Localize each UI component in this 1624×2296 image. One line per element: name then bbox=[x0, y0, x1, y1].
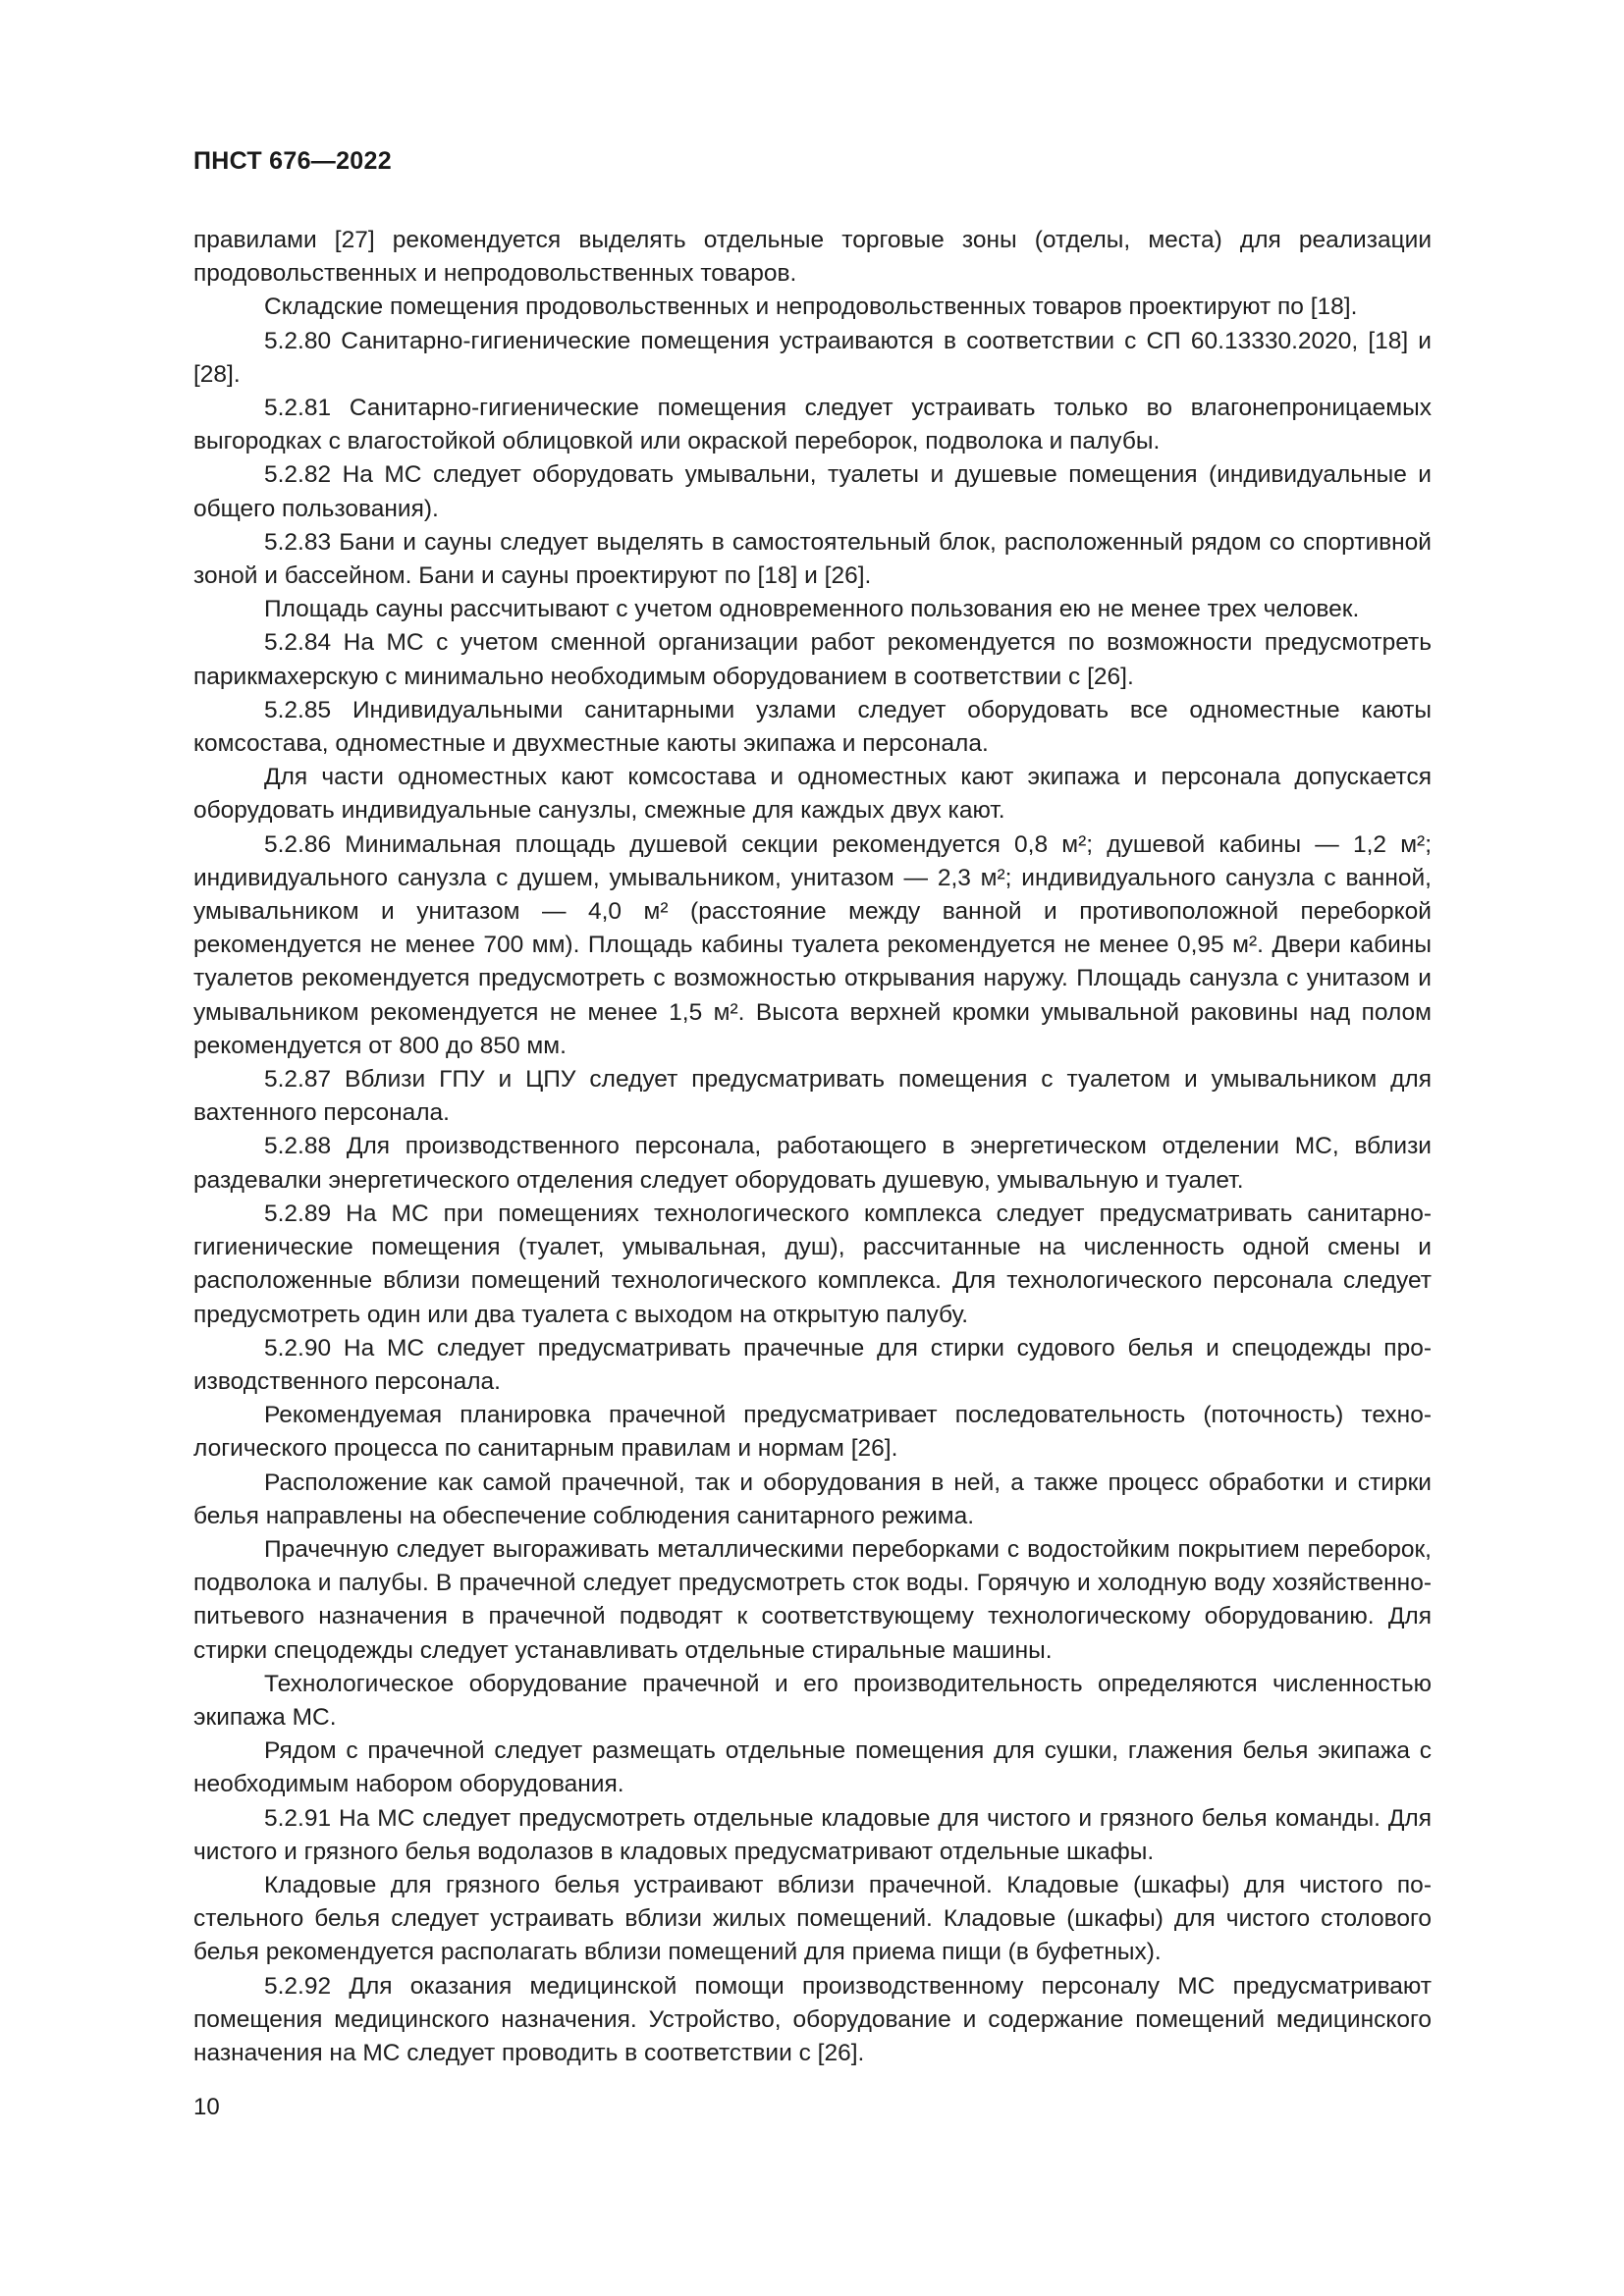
paragraph: 5.2.89 На МС при помещениях технологического комплекса следует предусматривать санитарно-гигиенические помещения (туалет, умывальная, душ), рассчитанные на численность одной смены и расположенные вблизи помещений технологического комплекса. Для технологического персонала следует предусмотреть один или два туалета с выходом на открытую палубу. bbox=[193, 1200, 1432, 1328]
paragraph: 5.2.82 На МС следует оборудовать умывальни, туалеты и душевые помещения (индивидуальные и общего пользования). bbox=[193, 461, 1432, 522]
paragraph: 5.2.85 Индивидуальными санитарными узлами следует оборудовать все одноместные каюты комсостава, одноместные и двухместные каюты экипажа и персонала. bbox=[193, 696, 1432, 758]
paragraph: правилами [27] рекомендуется выделять отдельные торговые зоны (отделы, места) для реализации продовольственных и непродовольственных товаров. bbox=[193, 227, 1432, 288]
body-text bbox=[193, 224, 1432, 2070]
paragraph: 5.2.84 На МС с учетом сменной организации работ рекомендуется по возможности предусмотреть парикмахерскую с минимально необходимым оборудованием в соответствии с [26]. bbox=[193, 629, 1432, 690]
paragraph: Складские помещения продовольственных и непродовольственных товаров проектируют по [18]. bbox=[264, 294, 1358, 321]
paragraph: 5.2.87 Вблизи ГПУ и ЦПУ следует предусматривать помещения с туалетом и умывальником для вахтенного персонала. bbox=[193, 1066, 1432, 1127]
paragraph: 5.2.81 Санитарно-гигиенические помещения следует устраивать только во влагонепроницаемых выгородках с влагостойкой облицовкой или окраской переборок, подволока и палубы. bbox=[193, 395, 1432, 455]
paragraph: 5.2.90 На МС следует предусматривать прачечные для стирки судового белья и спецодежды производственного персонала. bbox=[193, 1334, 1432, 1395]
paragraph: Для части одноместных кают комсостава и одноместных кают экипажа и персонала допускается оборудовать индивидуальные санузлы, смежные для каждых двух кают. bbox=[193, 764, 1432, 825]
paragraph: 5.2.92 Для оказания медицинской помощи производственному персоналу МС предусматривают помещения медицинского назначения. Устройство, оборудование и содержание помещений медицинского назначения на МС следует проводить в соответствии с [26]. bbox=[193, 1972, 1432, 2066]
paragraph: 5.2.88 Для производственного персонала, работающего в энергетическом отделении МС, вблизи раздевалки энергетического отделения следует оборудовать душевую, умывальную и туалет. bbox=[193, 1133, 1432, 1194]
paragraph: Кладовые для грязного белья устраивают вблизи прачечной. Кладовые (шкафы) для чистого постельного белья следует устраивать вблизи жилых помещений. Кладовые (шкафы) для чистого столового белья рекомендуется располагать вблизи помещений для приема пищи (в буфетных). bbox=[193, 1871, 1432, 1966]
paragraph: 5.2.80 Санитарно-гигиенические помещения устраиваются в соответствии с СП 60.13330.2020, [18] и [28]. bbox=[193, 327, 1432, 388]
paragraph: 5.2.86 Минимальная площадь душевой секции рекомендуется 0,8 м²; душевой кабины — 1,2 м²; индивидуального санузла с душем, умывальником, унитазом — 2,3 м²; индивидуального санузла с ванной, умывальником и унитазом — 4,0 м² (расстояние между ванной и противоположной переборкой рекомендуется не менее 700 мм). Площадь кабины туалета рекомендуется не менее 0,95 м². Двери кабины туалетов рекомендуется предусмотреть с возможностью открывания наружу. Площадь санузла с унитазом и умывальником рекомендуется не менее 1,5 м². Высота верхней кромки умывальной раковины над полом рекомендуется от 800 до 850 мм. bbox=[193, 830, 1432, 1059]
paragraph: 5.2.91 На МС следует предусмотреть отдельные кладовые для чистого и грязного белья команды. Для чистого и грязного белья водолазов в кладовых предусматривают отдельные шкафы. bbox=[193, 1804, 1432, 1865]
paragraph: Расположение как самой прачечной, так и оборудования в ней, а также процесс обработки и стирки белья направлены на обеспечение соблюдения санитарного режима. bbox=[193, 1468, 1432, 1529]
paragraph: 5.2.83 Бани и сауны следует выделять в самостоятельный блок, расположенный рядом со спортивной зоной и бассейном. Бани и сауны проектируют по [18] и [26]. bbox=[193, 528, 1432, 590]
page-number: 10 bbox=[193, 2094, 220, 2120]
paragraph: Рядом с прачечной следует размещать отдельные помещения для сушки, глажения белья экипажа с необходимым набором оборудования. bbox=[193, 1737, 1432, 1798]
paragraph: Прачечную следует выгораживать металлическими переборками с водостойким покрытием переборок, подволока и палубы. В прачечной следует предусмотреть сток воды. Горячую и холодную воду хозяйственно-питьевого назначения в прачечной подводят к соответствующему технологическому оборудованию. Для стирки спецодежды следует устанавливать отдельные стиральные машины. bbox=[193, 1535, 1432, 1664]
document-header: ПНСТ 676—2022 bbox=[193, 147, 392, 175]
paragraph: Рекомендуемая планировка прачечной предусматривает последовательность (поточность) технологического процесса по санитарным правилам и нормам [26]. bbox=[193, 1402, 1432, 1463]
paragraph: Площадь сауны рассчитывают с учетом одновременного пользования ею не менее трех человек. bbox=[264, 596, 1360, 623]
paragraph: Технологическое оборудование прачечной и его производительность определяются численностью экипажа МС. bbox=[193, 1670, 1432, 1731]
